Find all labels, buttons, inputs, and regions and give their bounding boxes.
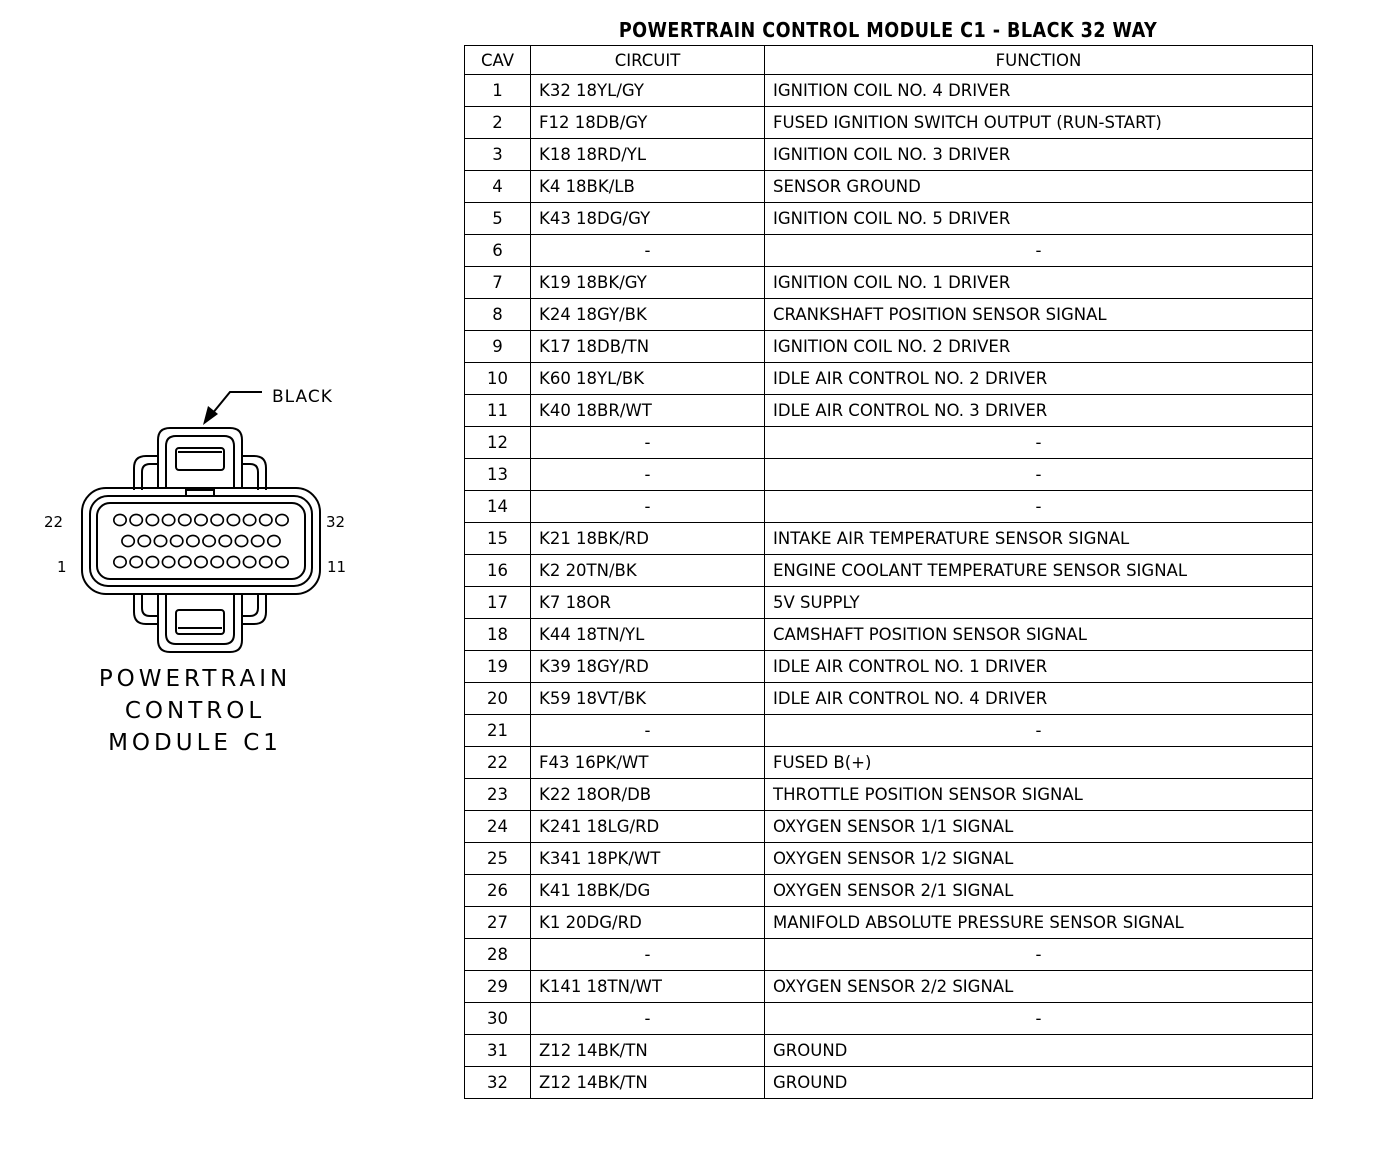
cav-cell: 23 — [465, 779, 531, 811]
circuit-cell: K18 18RD/YL — [531, 139, 765, 171]
table-row — [465, 939, 1313, 971]
cav-cell: 32 — [465, 1067, 531, 1099]
circuit-cell: - — [531, 427, 765, 459]
connector-diagram — [0, 0, 460, 800]
circuit-cell: Z12 14BK/TN — [531, 1067, 765, 1099]
cav-cell: 12 — [465, 427, 531, 459]
table-row — [465, 299, 1313, 331]
pin-cavity — [162, 556, 174, 567]
cav-cell: 3 — [465, 139, 531, 171]
function-cell: IDLE AIR CONTROL NO. 4 DRIVER — [765, 683, 1313, 715]
pin-cavity — [260, 556, 272, 567]
circuit-cell: K17 18DB/TN — [531, 331, 765, 363]
pin-label-top-right: 32 — [326, 513, 346, 531]
circuit-cell: K41 18BK/DG — [531, 875, 765, 907]
cav-cell: 6 — [465, 235, 531, 267]
cav-cell: 14 — [465, 491, 531, 523]
pin-cavity — [154, 535, 166, 546]
cav-cell: 27 — [465, 907, 531, 939]
circuit-cell: K4 18BK/LB — [531, 171, 765, 203]
cav-cell: 20 — [465, 683, 531, 715]
function-cell: CAMSHAFT POSITION SENSOR SIGNAL — [765, 619, 1313, 651]
table-row — [465, 523, 1313, 555]
table-row — [465, 779, 1313, 811]
circuit-cell: K341 18PK/WT — [531, 843, 765, 875]
function-cell: GROUND — [765, 1035, 1313, 1067]
table-row — [465, 459, 1313, 491]
pin-cavity — [203, 535, 215, 546]
function-cell: GROUND — [765, 1067, 1313, 1099]
table-row — [465, 747, 1313, 779]
circuit-cell: K241 18LG/RD — [531, 811, 765, 843]
circuit-cell: K141 18TN/WT — [531, 971, 765, 1003]
function-cell: IGNITION COIL NO. 3 DRIVER — [765, 139, 1313, 171]
cav-cell: 15 — [465, 523, 531, 555]
pin-cavity — [138, 535, 150, 546]
circuit-cell: K7 18OR — [531, 587, 765, 619]
circuit-cell: - — [531, 1003, 765, 1035]
function-cell: - — [765, 715, 1313, 747]
function-cell: OXYGEN SENSOR 1/2 SIGNAL — [765, 843, 1313, 875]
pin-cavity — [252, 535, 264, 546]
pin-cavity — [211, 556, 223, 567]
cav-cell: 9 — [465, 331, 531, 363]
function-cell: IDLE AIR CONTROL NO. 2 DRIVER — [765, 363, 1313, 395]
module-caption-line-1: POWERTRAIN — [98, 666, 292, 692]
table-row — [465, 491, 1313, 523]
table-row — [465, 555, 1313, 587]
function-cell: FUSED IGNITION SWITCH OUTPUT (RUN-START) — [765, 107, 1313, 139]
cav-cell: 4 — [465, 171, 531, 203]
circuit-cell: K22 18OR/DB — [531, 779, 765, 811]
function-cell: - — [765, 459, 1313, 491]
pin-cavity — [171, 535, 183, 546]
function-cell: MANIFOLD ABSOLUTE PRESSURE SENSOR SIGNAL — [765, 907, 1313, 939]
table-row — [465, 203, 1313, 235]
table-row — [465, 331, 1313, 363]
table-row — [465, 171, 1313, 203]
table-row — [465, 971, 1313, 1003]
cav-cell: 11 — [465, 395, 531, 427]
circuit-cell: K32 18YL/GY — [531, 75, 765, 107]
function-cell: OXYGEN SENSOR 2/1 SIGNAL — [765, 875, 1313, 907]
pin-cavity — [122, 535, 134, 546]
module-caption-line-3: MODULE C1 — [108, 730, 282, 756]
pinout-table — [464, 45, 1313, 1099]
cav-cell: 26 — [465, 875, 531, 907]
table-row — [465, 651, 1313, 683]
pin-cavity — [162, 514, 174, 525]
cav-cell: 29 — [465, 971, 531, 1003]
circuit-cell: K39 18GY/RD — [531, 651, 765, 683]
pin-cavity — [227, 556, 239, 567]
pinout-table-body — [465, 75, 1313, 1099]
circuit-cell: K2 20TN/BK — [531, 555, 765, 587]
table-row — [465, 619, 1313, 651]
function-cell: ENGINE COOLANT TEMPERATURE SENSOR SIGNAL — [765, 555, 1313, 587]
circuit-cell: K21 18BK/RD — [531, 523, 765, 555]
function-cell: - — [765, 1003, 1313, 1035]
circuit-cell: K43 18DG/GY — [531, 203, 765, 235]
function-cell: - — [765, 235, 1313, 267]
circuit-cell: K1 20DG/RD — [531, 907, 765, 939]
pin-label-bottom-left: 1 — [57, 558, 67, 576]
pin-cavity — [219, 535, 231, 546]
table-row — [465, 811, 1313, 843]
table-row — [465, 875, 1313, 907]
function-cell: - — [765, 939, 1313, 971]
pin-cavity — [276, 556, 288, 567]
pin-cavity — [130, 514, 142, 525]
circuit-cell: F12 18DB/GY — [531, 107, 765, 139]
cav-cell: 21 — [465, 715, 531, 747]
cav-cell: 2 — [465, 107, 531, 139]
function-cell: FUSED B(+) — [765, 747, 1313, 779]
function-cell: - — [765, 491, 1313, 523]
table-row — [465, 843, 1313, 875]
pin-cavity — [179, 556, 191, 567]
pin-cavity — [187, 535, 199, 546]
pin-cavity — [243, 514, 255, 525]
pin-cavity — [268, 535, 280, 546]
connector-housing — [82, 428, 320, 652]
cav-cell: 28 — [465, 939, 531, 971]
table-row — [465, 395, 1313, 427]
pin-cavity — [114, 514, 126, 525]
table-row — [465, 715, 1313, 747]
pin-cavities — [114, 514, 288, 567]
function-cell: OXYGEN SENSOR 2/2 SIGNAL — [765, 971, 1313, 1003]
cav-cell: 31 — [465, 1035, 531, 1067]
pin-cavity — [130, 556, 142, 567]
function-cell: INTAKE AIR TEMPERATURE SENSOR SIGNAL — [765, 523, 1313, 555]
table-row — [465, 235, 1313, 267]
circuit-cell: K59 18VT/BK — [531, 683, 765, 715]
function-cell: IGNITION COIL NO. 2 DRIVER — [765, 331, 1313, 363]
header-circuit: CIRCUIT — [531, 46, 765, 75]
table-row — [465, 363, 1313, 395]
pin-cavity — [195, 556, 207, 567]
function-cell: OXYGEN SENSOR 1/1 SIGNAL — [765, 811, 1313, 843]
pin-cavity — [276, 514, 288, 525]
cav-cell: 18 — [465, 619, 531, 651]
circuit-cell: K44 18TN/YL — [531, 619, 765, 651]
table-title: POWERTRAIN CONTROL MODULE C1 - BLACK 32 WAY — [618, 18, 1158, 42]
pin-cavity — [260, 514, 272, 525]
function-cell: IGNITION COIL NO. 1 DRIVER — [765, 267, 1313, 299]
function-cell: IGNITION COIL NO. 4 DRIVER — [765, 75, 1313, 107]
table-row — [465, 683, 1313, 715]
pin-cavity — [243, 556, 255, 567]
table-row — [465, 1067, 1313, 1099]
function-cell: SENSOR GROUND — [765, 171, 1313, 203]
function-cell: 5V SUPPLY — [765, 587, 1313, 619]
function-cell: IDLE AIR CONTROL NO. 3 DRIVER — [765, 395, 1313, 427]
circuit-cell: - — [531, 715, 765, 747]
function-cell: CRANKSHAFT POSITION SENSOR SIGNAL — [765, 299, 1313, 331]
table-header-row — [465, 46, 1313, 75]
function-cell: - — [765, 427, 1313, 459]
function-cell: THROTTLE POSITION SENSOR SIGNAL — [765, 779, 1313, 811]
circuit-cell: - — [531, 235, 765, 267]
pin-cavity — [146, 514, 158, 525]
cav-cell: 13 — [465, 459, 531, 491]
circuit-cell: K40 18BR/WT — [531, 395, 765, 427]
circuit-cell: - — [531, 459, 765, 491]
cav-cell: 16 — [465, 555, 531, 587]
circuit-cell: Z12 14BK/TN — [531, 1035, 765, 1067]
pin-cavity — [114, 556, 126, 567]
circuit-cell: - — [531, 939, 765, 971]
table-row — [465, 107, 1313, 139]
table-row — [465, 139, 1313, 171]
table-row — [465, 907, 1313, 939]
circuit-cell: K60 18YL/BK — [531, 363, 765, 395]
header-function: FUNCTION — [765, 46, 1313, 75]
table-row — [465, 267, 1313, 299]
pin-cavity — [211, 514, 223, 525]
pin-cavity — [179, 514, 191, 525]
cav-cell: 7 — [465, 267, 531, 299]
table-row — [465, 75, 1313, 107]
function-cell: IGNITION COIL NO. 5 DRIVER — [765, 203, 1313, 235]
pin-cavity — [146, 556, 158, 567]
circuit-cell: K19 18BK/GY — [531, 267, 765, 299]
cav-cell: 25 — [465, 843, 531, 875]
circuit-cell: - — [531, 491, 765, 523]
pin-cavity — [195, 514, 207, 525]
circuit-cell: K24 18GY/BK — [531, 299, 765, 331]
pin-label-top-left: 22 — [44, 513, 64, 531]
circuit-cell: F43 16PK/WT — [531, 747, 765, 779]
function-cell: IDLE AIR CONTROL NO. 1 DRIVER — [765, 651, 1313, 683]
cav-cell: 8 — [465, 299, 531, 331]
table-row — [465, 1035, 1313, 1067]
cav-cell: 10 — [465, 363, 531, 395]
cav-cell: 1 — [465, 75, 531, 107]
color-label: BLACK — [272, 387, 333, 407]
pin-label-bottom-right: 11 — [327, 558, 347, 576]
cav-cell: 5 — [465, 203, 531, 235]
table-row — [465, 427, 1313, 459]
pin-cavity — [235, 535, 247, 546]
header-cav: CAV — [465, 46, 531, 75]
cav-cell: 17 — [465, 587, 531, 619]
module-caption-line-2: CONTROL — [124, 698, 266, 724]
color-callout-leader — [212, 392, 262, 414]
table-row — [465, 1003, 1313, 1035]
cav-cell: 24 — [465, 811, 531, 843]
cav-cell: 30 — [465, 1003, 531, 1035]
cav-cell: 22 — [465, 747, 531, 779]
cav-cell: 19 — [465, 651, 531, 683]
table-row — [465, 587, 1313, 619]
pin-cavity — [227, 514, 239, 525]
